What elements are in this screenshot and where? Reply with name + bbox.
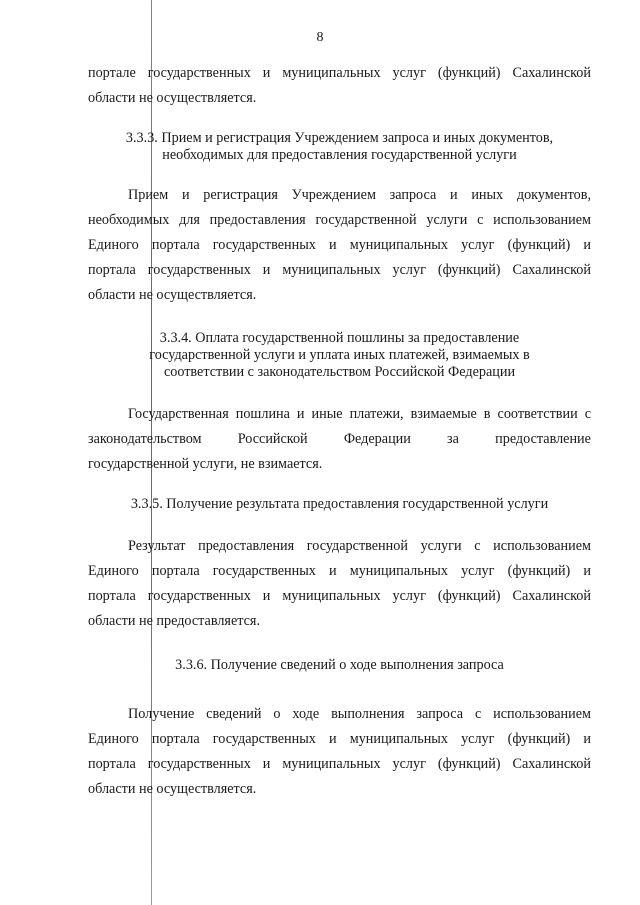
paragraph-line: области не осуществляется. xyxy=(88,90,257,106)
paragraph-line: портала государственных и муниципальных услуг (функций) Сахалинской xyxy=(88,588,591,604)
paragraph-line: области не осуществляется. xyxy=(88,287,257,303)
word: законодательством xyxy=(88,431,202,447)
page-number: 8 xyxy=(316,30,324,45)
paragraph-line: Результат предоставления государственной услуги с использованием xyxy=(128,538,591,554)
paragraph-line: государственной услуги, не взимается. xyxy=(88,456,323,472)
paragraph-3-3-3 xyxy=(88,183,591,308)
paragraph-line: Получение сведений о ходе выполнения запроса с использованием xyxy=(128,706,591,722)
paragraph-3-3-6 xyxy=(88,702,591,802)
heading-line: 3.3.3. Прием и регистрация Учреждением запроса и иных документов, xyxy=(125,130,554,146)
paragraph-line: Единого портала государственных и муниципальных услуг (функций) и xyxy=(88,563,591,579)
paragraph-line: портала государственных и муниципальных услуг (функций) Сахалинской xyxy=(88,262,591,278)
paragraph-3-3-5 xyxy=(88,534,591,634)
paragraph-line: Единого портала государственных и муниципальных услуг (функций) и xyxy=(88,237,591,253)
heading-line: 3.3.4. Оплата государственной пошлины за предоставление xyxy=(159,330,520,346)
section-heading-3-3-3 xyxy=(88,130,591,164)
word: Федерации xyxy=(343,431,411,447)
paragraph-line-spread xyxy=(88,427,591,452)
word: Российской xyxy=(237,431,308,447)
paragraph-line: области не осуществляется. xyxy=(88,781,257,797)
paragraph-line: Государственная пошлина и иные платежи, взимаемые в соответствии с xyxy=(128,406,591,422)
paragraph-line: порталe государственных и муниципальных услуг (функций) Сахалинской xyxy=(88,65,591,81)
word: за xyxy=(447,431,459,447)
paragraph-line: Прием и регистрация Учреждением запроса и иных документов, xyxy=(128,187,591,203)
heading-line: 3.3.6. Получение сведений о ходе выполнения запроса xyxy=(175,657,504,673)
paragraph-3-3-4 xyxy=(88,402,591,477)
paragraph-line: необходимых для предоставления государственной услуги с использованием xyxy=(88,212,591,228)
paragraph-line: портала государственных и муниципальных услуг (функций) Сахалинской xyxy=(88,756,591,772)
section-heading-3-3-5 xyxy=(88,496,591,513)
heading-line: соответствии с законодательством Российской Федерации xyxy=(163,364,516,380)
heading-line: государственной услуги и уплата иных платежей, взимаемых в xyxy=(149,347,530,363)
paragraph-line: Единого портала государственных и муниципальных услуг (функций) и xyxy=(88,731,591,747)
word: предоставление xyxy=(495,431,591,447)
paragraph-intro xyxy=(88,61,591,111)
heading-line: 3.3.5. Получение результата предоставления государственной услуги xyxy=(130,496,549,512)
heading-line: необходимых для предоставления государственной услуги xyxy=(162,147,517,163)
section-heading-3-3-6 xyxy=(88,657,591,674)
section-heading-3-3-4 xyxy=(88,330,591,381)
paragraph-line: области не предоставляется. xyxy=(88,613,260,629)
